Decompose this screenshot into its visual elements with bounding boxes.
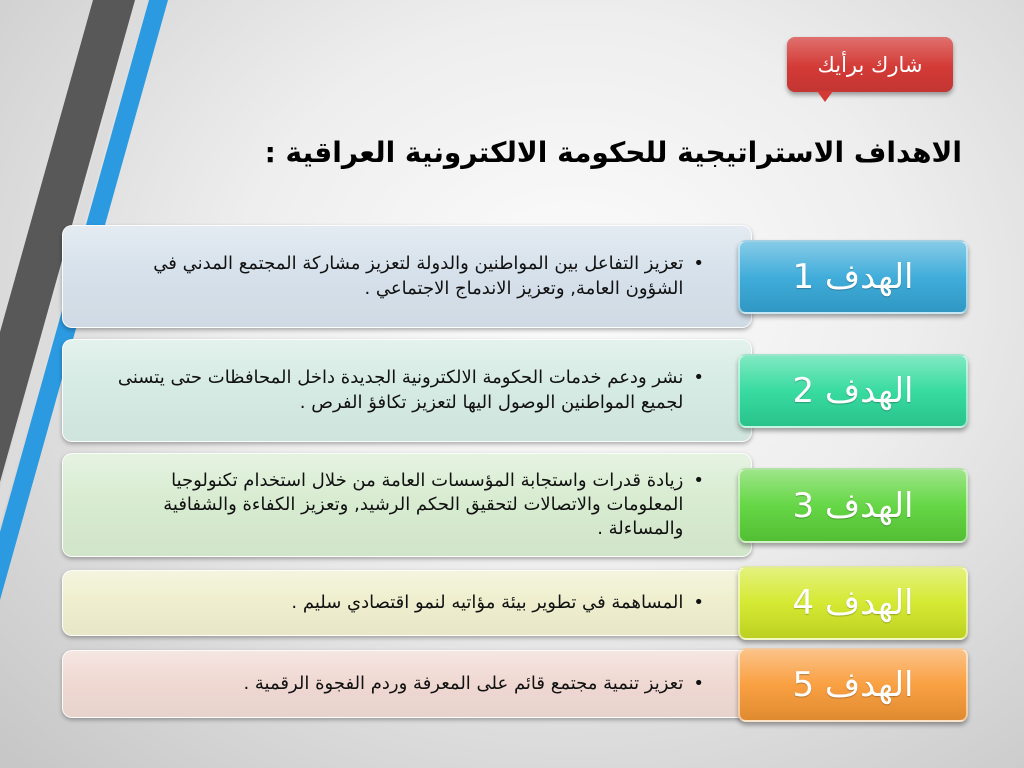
- goal-description: تعزيز تنمية مجتمع قائم على المعرفة وردم الفجوة الرقمية .: [243, 672, 684, 694]
- speech-bubble-tail: [817, 91, 833, 102]
- goal-description: زيادة قدرات واستجابة المؤسسات العامة من خلال استخدام تكنولوجيا المعلومات والاتصالات لتحقيق الحكم الرشيد, وتعزيز الكفاءة والشفافية والمساءلة .: [163, 469, 684, 540]
- goal-label-box: [738, 566, 968, 640]
- share-opinion-label: شارك برأيك: [817, 52, 923, 77]
- bullet: •: [693, 367, 704, 389]
- goal-label-box: [738, 468, 968, 543]
- goal-description: نشر ودعم خدمات الحكومة الالكترونية الجديدة داخل المحافظات حتى يتسنى لجميع المواطنين الوصول اليها لتعزيز تكافؤ الفرص .: [117, 367, 684, 413]
- goal-2: [62, 339, 968, 442]
- goal-label-box: [738, 648, 968, 722]
- goal-1: [62, 225, 968, 328]
- share-opinion-button[interactable]: [787, 37, 953, 92]
- goal-text-box: [62, 570, 752, 636]
- goal-label: الهدف 5: [792, 665, 914, 705]
- goal-4: [62, 566, 968, 640]
- goal-label: الهدف 3: [792, 485, 914, 526]
- goal-text-box: [62, 225, 752, 328]
- bullet: •: [693, 672, 704, 694]
- goal-label: الهدف 1: [792, 257, 914, 297]
- goal-text-box: [62, 339, 752, 442]
- goal-text-box: [62, 453, 752, 557]
- goal-text-box: [62, 650, 752, 718]
- page-title: الاهداف الاستراتيجية للحكومة الالكترونية العراقية :: [264, 136, 962, 169]
- goal-label: الهدف 2: [792, 371, 914, 411]
- goal-description: المساهمة في تطوير بيئة مؤاتيه لنمو اقتصادي سليم .: [291, 591, 684, 613]
- goal-label: الهدف 4: [792, 583, 914, 623]
- goal-label-box: [738, 354, 968, 428]
- goal-3: [62, 453, 968, 557]
- goal-label-box: [738, 240, 968, 314]
- bullet: •: [693, 591, 704, 613]
- goal-description: تعزيز التفاعل بين المواطنين والدولة لتعزيز مشاركة المجتمع المدني في الشؤون العامة, وتعزيز الاندماج الاجتماعي .: [153, 253, 684, 299]
- goal-5: [62, 648, 968, 722]
- bullet: •: [693, 469, 704, 491]
- bullet: •: [693, 253, 704, 275]
